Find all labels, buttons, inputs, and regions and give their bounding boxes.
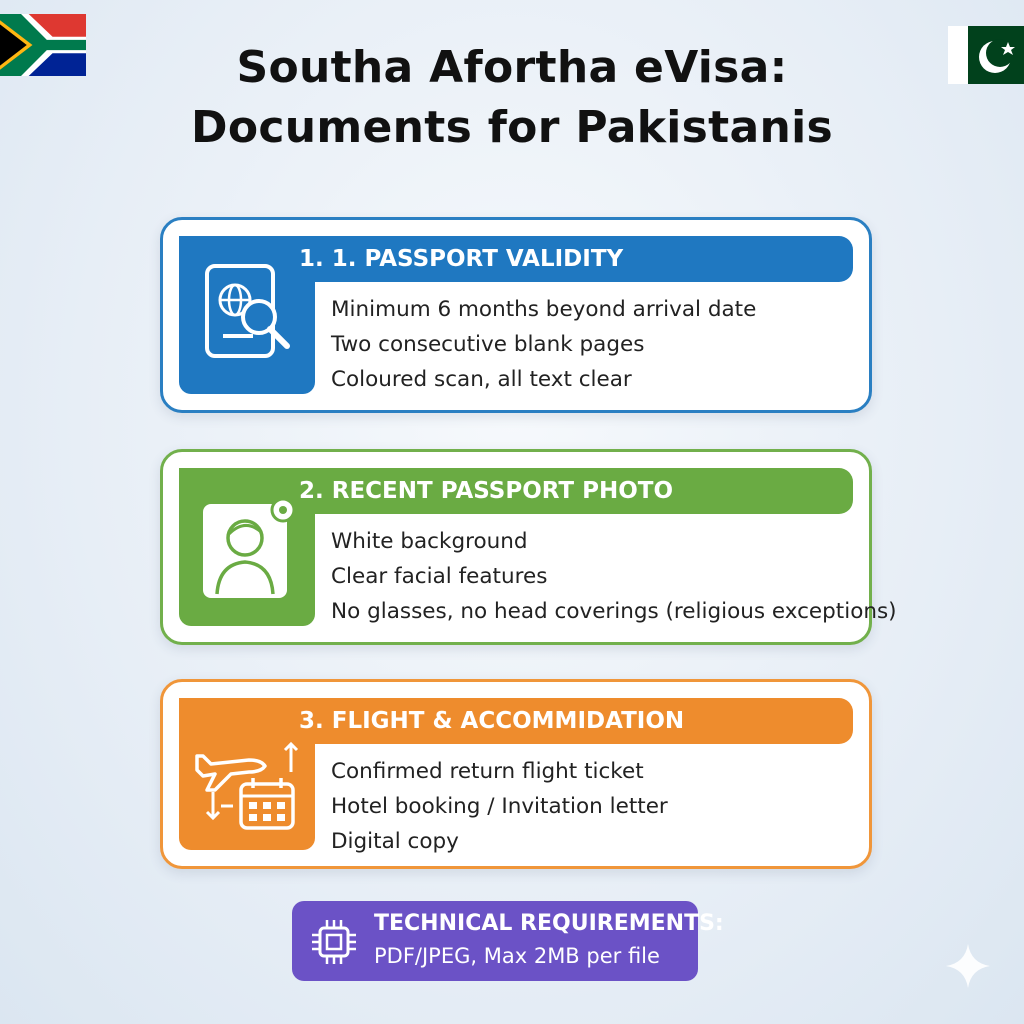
title-line-2: Documents for Pakistanis [191, 102, 833, 153]
plane-calendar-icon [191, 726, 303, 836]
technical-requirements-badge [292, 901, 724, 981]
list-item: Confirmed return flight ticket [331, 759, 644, 784]
chip-icon [308, 916, 360, 968]
passport-search-icon [199, 262, 299, 372]
flight-accommodation-card [160, 679, 872, 869]
passport-validity-card [160, 217, 872, 413]
page-title [0, 38, 1024, 158]
list-item: Digital copy [331, 829, 459, 854]
list-item: Hotel booking / Invitation letter [331, 794, 668, 819]
technical-detail: PDF/JPEG, Max 2MB per file [374, 944, 660, 968]
title-line-1: Southa Afortha eVisa: [236, 42, 788, 93]
requirements-list [331, 292, 859, 397]
list-item: Coloured scan, all text clear [331, 367, 632, 392]
requirements-list [331, 754, 859, 859]
list-item: Minimum 6 months beyond arrival date [331, 297, 757, 322]
passport-photo-card [160, 449, 897, 645]
requirements-list [331, 524, 897, 629]
list-item: No glasses, no head coverings (religious exceptions) [331, 599, 897, 624]
section-heading: 2. RECENT PASSPORT PHOTO [179, 468, 853, 514]
technical-heading: TECHNICAL REQUIREMENTS: [374, 911, 724, 936]
sparkle-icon [944, 942, 992, 990]
list-item: Two consecutive blank pages [331, 332, 645, 357]
list-item: Clear facial features [331, 564, 548, 589]
section-heading: 1. 1. PASSPORT VALIDITY [179, 236, 853, 282]
section-heading: 3. FLIGHT & ACCOMMIDATION [179, 698, 853, 744]
person-photo-icon [199, 498, 303, 604]
list-item: White background [331, 529, 528, 554]
